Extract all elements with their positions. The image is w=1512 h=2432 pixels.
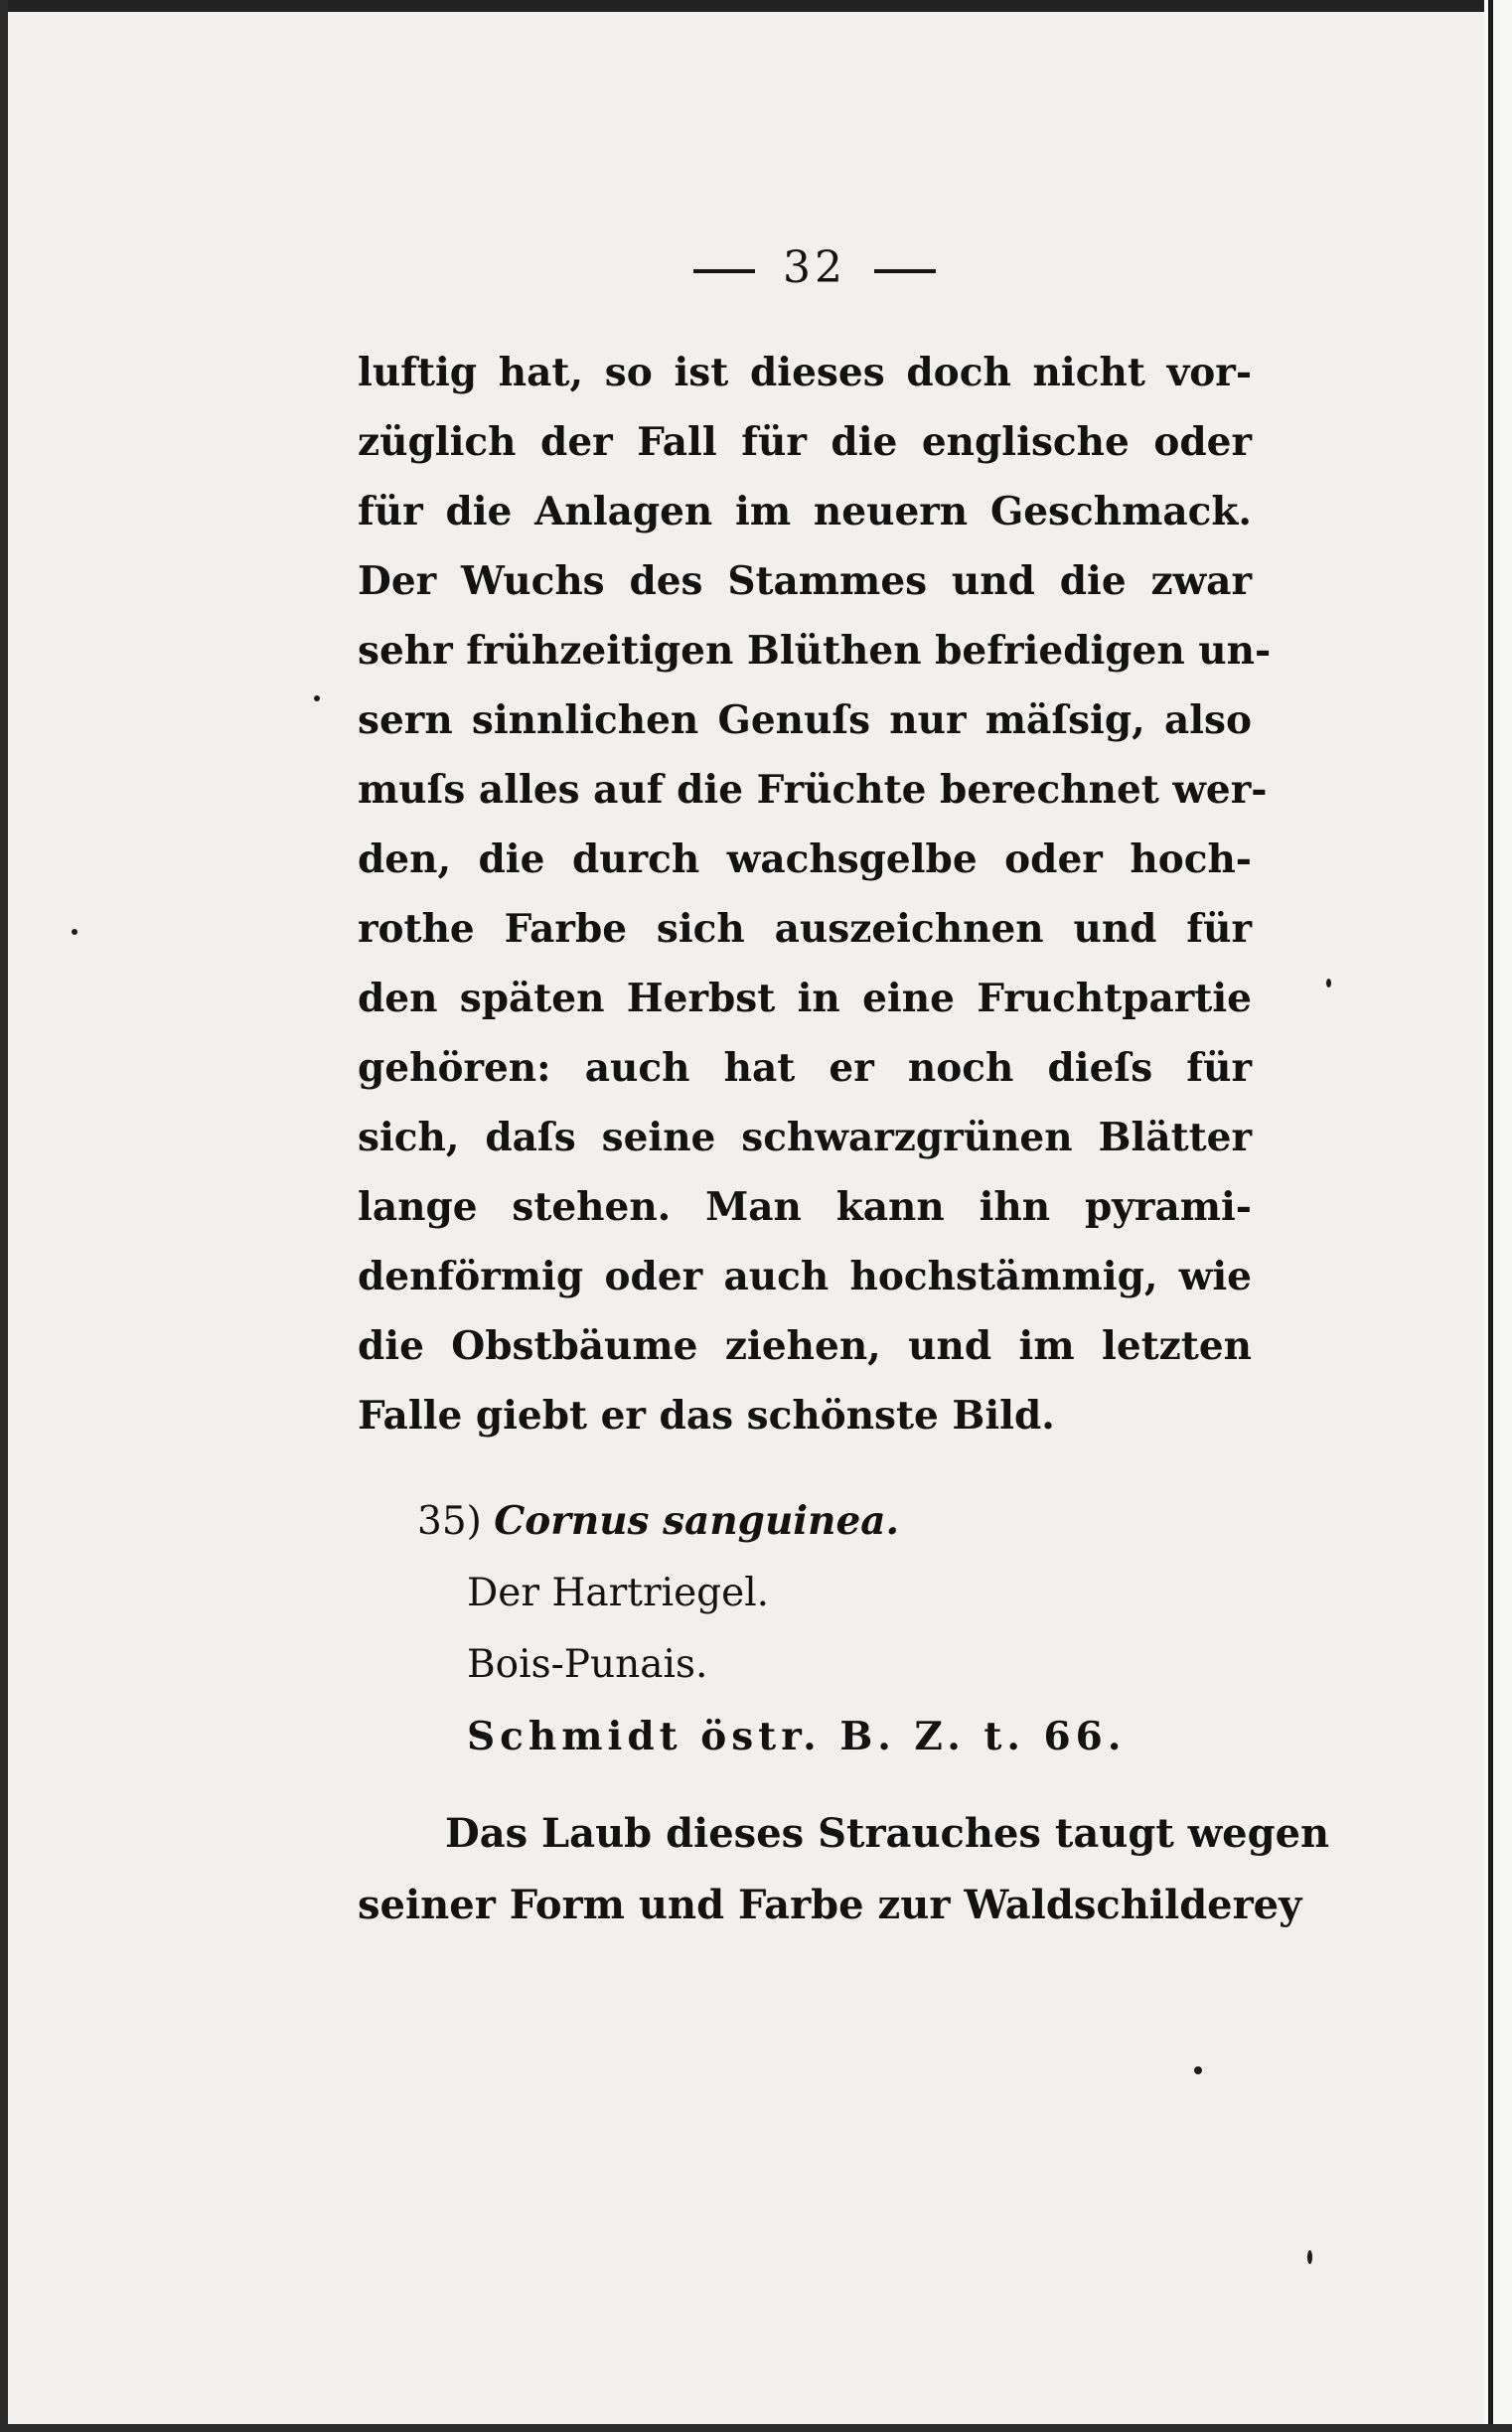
entry-french-name: Bois-Punais. [467,1642,708,1687]
text-line: gehören: auch hat er noch dieſs für [358,1045,1252,1091]
text-line: Das Laub dieses Strauches taugt wegen [445,1810,1330,1857]
plant-entry [417,1485,1212,1772]
text-line: die Obstbäume ziehen, und im letzten [358,1323,1252,1369]
text-line: den späten Herbst in eine Fruchtpartie [358,976,1252,1021]
text-line: lange stehen. Man kann ihn pyrami- [358,1184,1252,1230]
entry-latin-name: Cornus sanguinea. [494,1498,900,1544]
text-line: Der Wuchs des Stammes und die zwar [358,558,1252,604]
body-paragraph [358,338,1272,1450]
scan-speck [1326,979,1331,988]
text-line: seiner Form und Farbe zur Waldschilderey [358,1882,1302,1928]
scan-speck [314,695,320,701]
entry-german-name: Der Hartriegel. [467,1571,770,1615]
closing-paragraph [358,1798,1330,1941]
page-number: 32 [783,242,846,293]
text-line: rothe Farbe sich auszeichnen und für [358,906,1252,952]
text-line: sehr frühzeitigen Blüthen befriedigen un- [358,628,1272,674]
text-line: denförmig oder auch hochstämmig, wie [358,1254,1252,1299]
scan-border-bottom [0,2424,1512,2432]
book-page [358,238,1330,1928]
entry-number: 35) [417,1499,482,1544]
text-line: sern sinnlichen Genuſs nur mäſsig, also [358,697,1252,743]
entry-heading [417,1499,899,1544]
text-line: muſs alles auf die Früchte berechnet wer- [358,767,1268,813]
scan-border-left [0,0,8,2432]
text-line: den, die durch wachsgelbe oder hoch- [358,836,1252,882]
header-dash-left [693,269,755,273]
scan-speck [1307,2250,1312,2264]
text-line: sich, daſs seine schwarzgrünen Blätter [358,1115,1252,1160]
text-line: Falle giebt er das schönste Bild. [358,1393,1055,1439]
scan-speck [72,929,77,935]
scan-edge-line [1488,0,1493,2432]
text-line: züglich der Fall für die englische oder [358,419,1252,465]
scan-speck [1194,2066,1202,2074]
text-line: für die Anlagen im neuern Geschmack. [358,489,1252,534]
text-line: luftig hat, so ist dieses doch nicht vor- [358,350,1252,395]
page-header [656,238,974,298]
scan-border-top [0,0,1512,12]
entry-reference: Schmidt östr. B. Z. t. 66. [467,1714,1127,1759]
header-dash-right [874,269,936,273]
